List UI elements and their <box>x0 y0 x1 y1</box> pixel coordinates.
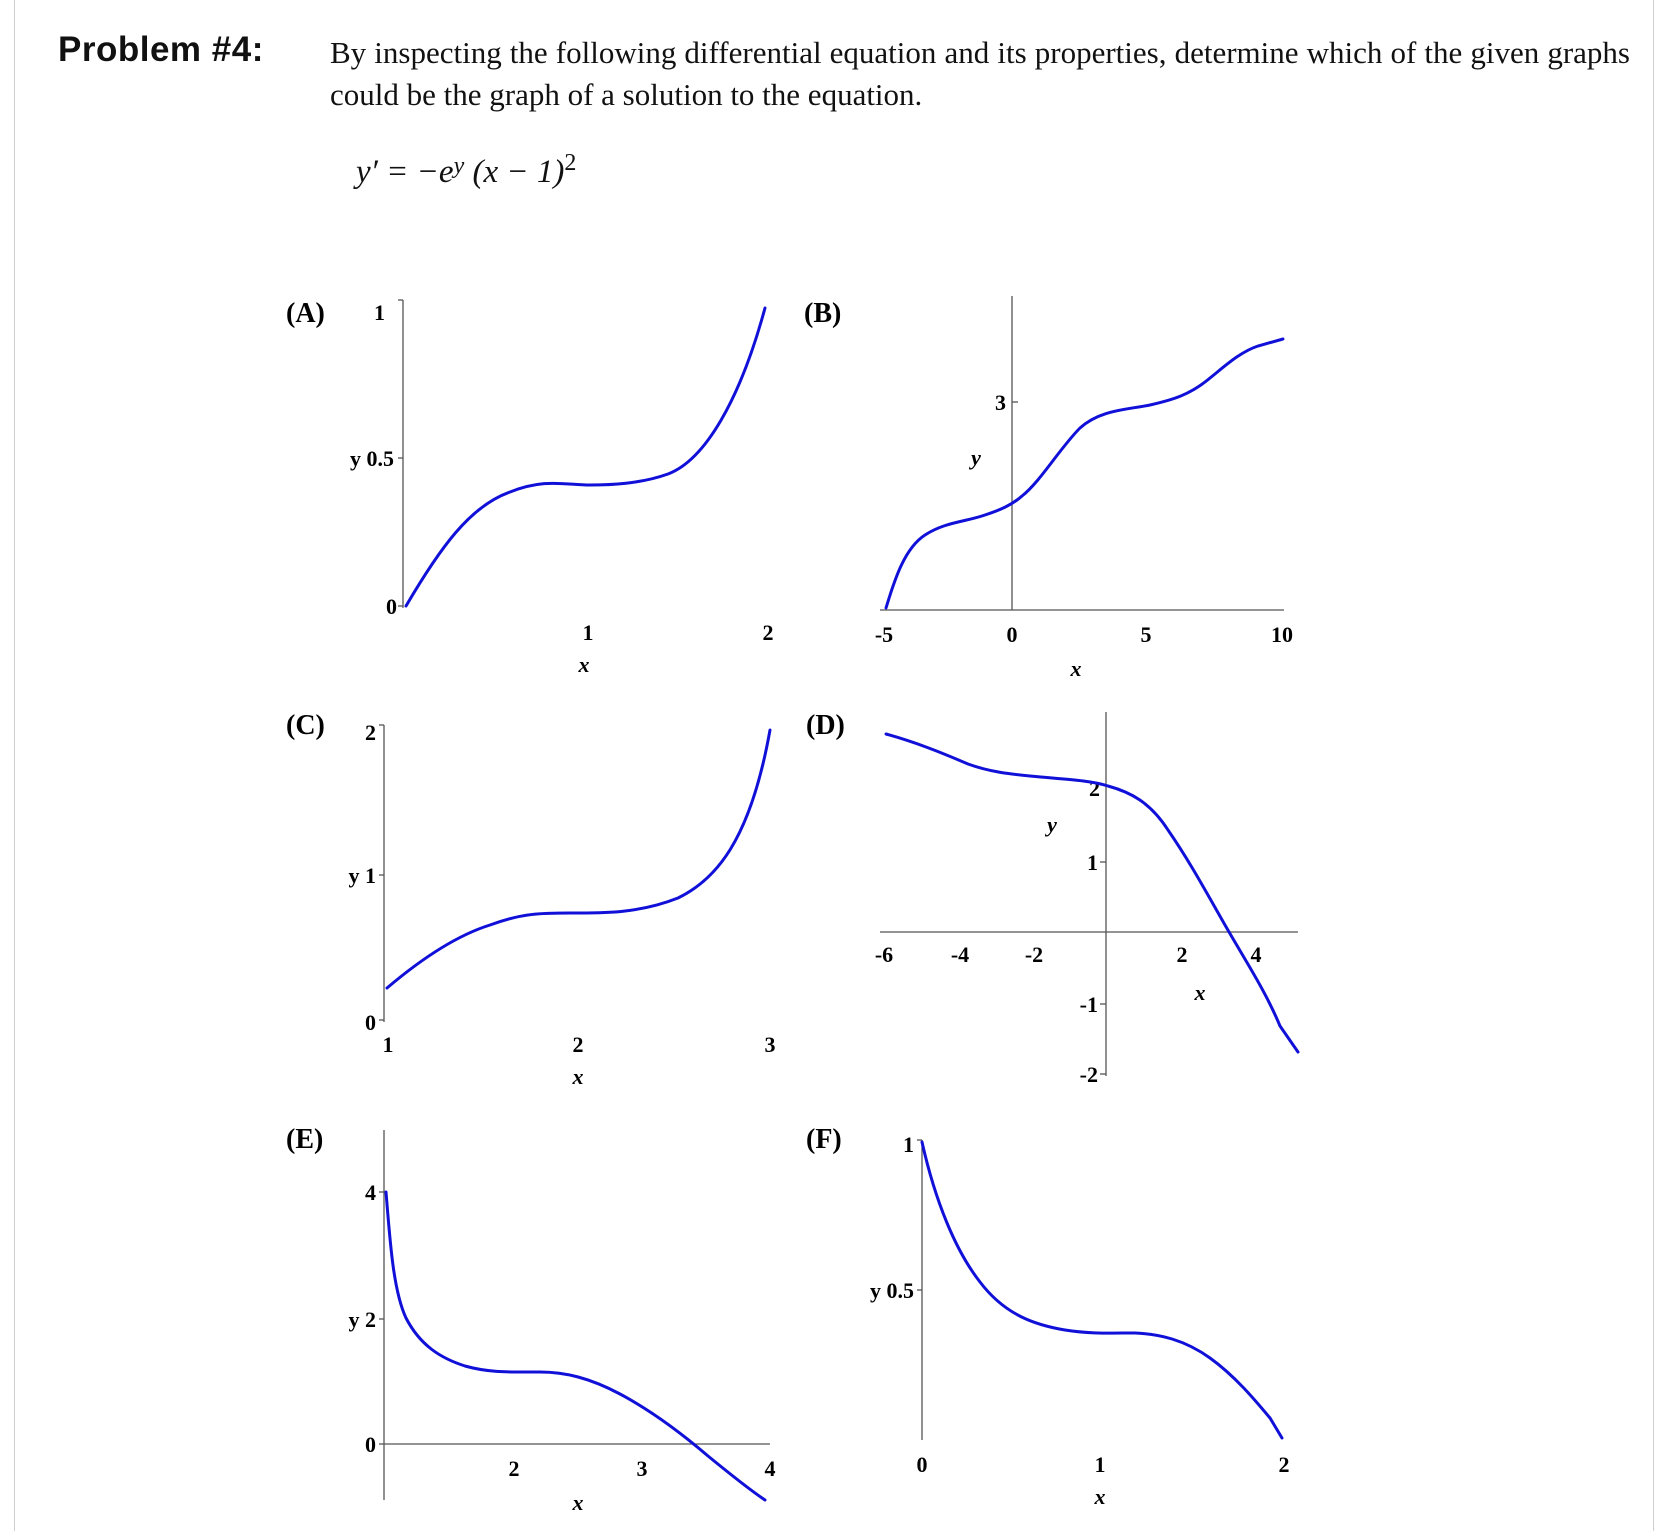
equation-factor: (x − 1) <box>464 154 565 190</box>
graph-b-xtick-label: -5 <box>874 622 894 647</box>
graph-d-xtick-label: -4 <box>950 942 970 967</box>
graph-d[interactable] <box>806 710 1298 1087</box>
graph-a-xtick-label: 2 <box>762 620 774 645</box>
graph-a-xtick-label: 1 <box>582 620 594 645</box>
graph-f-x-axis-label: x <box>1094 1484 1106 1509</box>
problem-label: Problem #4: <box>58 30 264 69</box>
graph-e-xtick-label: 4 <box>764 1456 776 1481</box>
graph-e[interactable] <box>286 1124 776 1515</box>
graph-b-curve <box>886 339 1283 608</box>
graph-c-xtick-label: 2 <box>572 1032 584 1057</box>
graph-d-ytick-label: 1 <box>1087 850 1098 875</box>
graph-d-xtick-label: 4 <box>1250 942 1262 967</box>
equation-exponent: y <box>453 153 465 179</box>
graph-b[interactable] <box>804 296 1293 681</box>
graph-a-ytick-label: 1 <box>374 300 385 325</box>
graph-c[interactable] <box>286 710 776 1089</box>
graph-b-xtick-label: 10 <box>1271 622 1293 647</box>
graph-a-label: (A) <box>286 298 325 329</box>
graph-e-x-axis-label: x <box>572 1490 584 1515</box>
graph-c-xtick-label: 1 <box>382 1032 394 1057</box>
graph-a-ytick-label: y 0.5 <box>350 446 394 471</box>
graph-e-curve <box>386 1192 765 1500</box>
graph-d-ytick-label: -2 <box>1079 1062 1098 1087</box>
graph-d-xtick-label: -6 <box>874 942 894 967</box>
graph-e-xtick-label: 3 <box>636 1456 648 1481</box>
graph-d-xtick-label: 2 <box>1176 942 1188 967</box>
graph-e-label: (E) <box>286 1124 324 1155</box>
graph-c-label: (C) <box>286 710 325 741</box>
graph-f-xtick-label: 1 <box>1094 1452 1106 1477</box>
graph-d-ytick-label: 2 <box>1089 776 1100 801</box>
graph-e-ytick-label: 0 <box>365 1432 376 1457</box>
graph-b-label: (B) <box>804 298 842 329</box>
graph-e-ytick-label: 4 <box>365 1180 376 1205</box>
graph-f-curve <box>922 1142 1282 1438</box>
graph-b-x-axis-label: x <box>1070 656 1082 681</box>
graph-d-xtick-label: -2 <box>1024 942 1044 967</box>
equation-lhs: y′ = −e <box>356 154 454 190</box>
graph-e-ytick-label: y 2 <box>348 1307 376 1332</box>
graph-a[interactable] <box>286 298 774 677</box>
graph-b-xtick-label: 5 <box>1140 622 1152 647</box>
graph-c-xtick-label: 3 <box>764 1032 776 1057</box>
graph-b-y-axis-label: y <box>971 445 981 470</box>
graph-e-xtick-label: 2 <box>508 1456 520 1481</box>
graph-f-xtick-label: 2 <box>1278 1452 1290 1477</box>
graph-c-x-axis-label: x <box>572 1064 584 1089</box>
graph-d-label: (D) <box>806 710 845 741</box>
graph-a-x-axis-label: x <box>578 652 590 677</box>
graph-f-label: (F) <box>806 1124 842 1155</box>
equation-power: 2 <box>564 150 577 176</box>
graph-f-ytick-label: y 0.5 <box>870 1278 914 1303</box>
graph-a-curve <box>406 308 765 606</box>
graph-c-ytick-label: 2 <box>365 720 376 745</box>
graph-c-ytick-label: y 1 <box>348 863 376 888</box>
graph-b-xtick-label: 0 <box>1006 622 1018 647</box>
graph-f-xtick-label: 0 <box>916 1452 928 1477</box>
graph-c-ytick-label: 0 <box>365 1010 376 1035</box>
graph-c-curve <box>387 730 770 988</box>
graph-f-ytick-label: 1 <box>903 1132 914 1157</box>
graph-f[interactable] <box>806 1124 1290 1509</box>
graph-d-x-axis-label: x <box>1194 980 1206 1005</box>
graph-d-ytick-label: -1 <box>1079 992 1098 1017</box>
graph-b-ytick-label: 3 <box>995 390 1006 415</box>
graph-d-y-axis-label: y <box>1047 812 1057 837</box>
problem-statement: By inspecting the following differential equation and its properties, determine which of the given graphs could be the graph of a solution to the equation. <box>330 35 1630 112</box>
graph-a-ytick-label: 0 <box>386 594 397 619</box>
